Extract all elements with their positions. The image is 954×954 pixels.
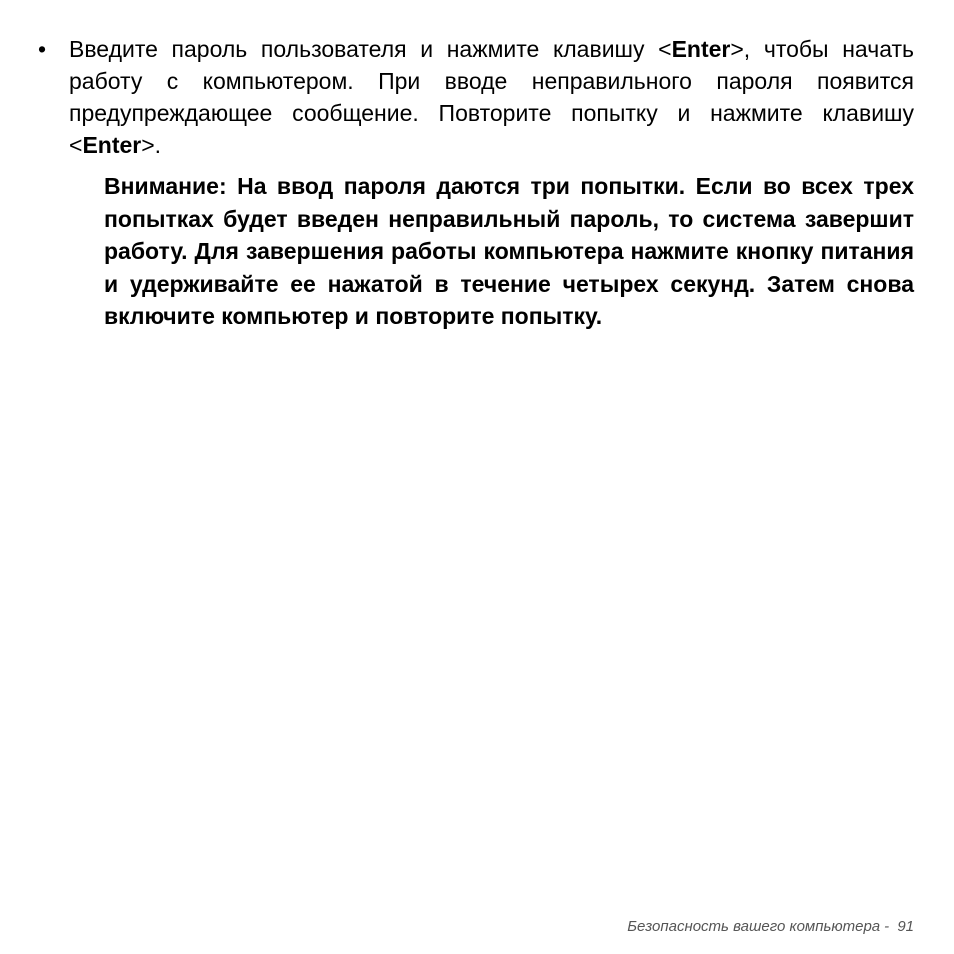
bullet-paragraph — [69, 33, 914, 161]
footer-separator: - — [884, 918, 890, 935]
bullet-text-part3: >. — [141, 132, 162, 158]
warning-note: Внимание: На ввод пароля даются три попытки. Если во всех трех попытках будет введен неправильный пароль, то система завершит работу. Для завершения работы компьютера нажмите кнопку питания и удерживайте ее нажатой в течение четырех секунд. Затем снова включите компьютер и повторите попытку. — [104, 173, 914, 329]
page-number: 91 — [897, 918, 914, 935]
page-footer — [627, 918, 914, 935]
footer-section-title: Безопасность вашего компьютера — [627, 918, 881, 935]
bullet-text-part2: >, чтобы начать работу с компьютером. При вводе неправильного пароля появится предупреждающее сообщение. Повторите попытку и нажмите клавишу < — [69, 36, 915, 158]
bullet-text-part1: Введите пароль пользователя и нажмите клавишу < — [69, 36, 672, 62]
enter-key-label: Enter — [671, 36, 731, 62]
bullet-marker: • — [38, 36, 47, 62]
enter-key-label-2: Enter — [82, 132, 142, 158]
